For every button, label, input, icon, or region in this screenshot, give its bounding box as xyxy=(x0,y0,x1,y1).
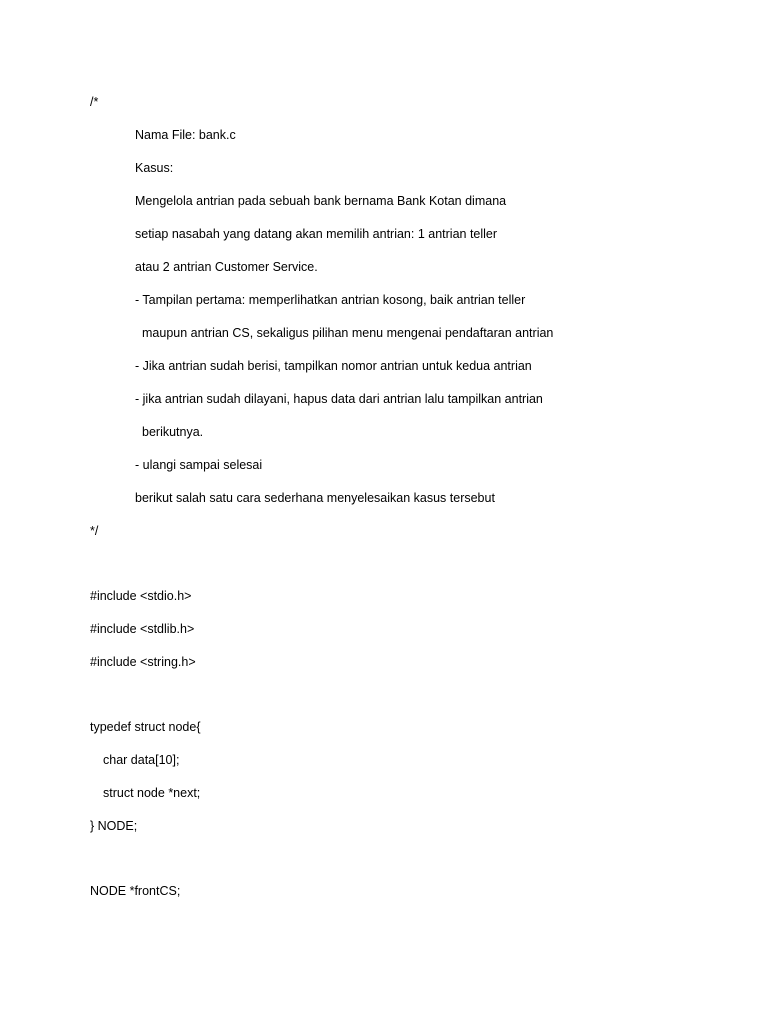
comment-bullet-continuation: maupun antrian CS, sekaligus pilihan menu mengenai pendaftaran antrian xyxy=(142,326,554,340)
struct-field: struct node *next; xyxy=(103,786,201,800)
include-directive: #include <stdio.h> xyxy=(90,589,192,603)
include-directive: #include <string.h> xyxy=(90,655,196,669)
struct-field: char data[10]; xyxy=(103,753,180,767)
comment-close: */ xyxy=(90,524,99,538)
comment-text-line: atau 2 antrian Customer Service. xyxy=(135,260,318,274)
comment-bullet: - Jika antrian sudah berisi, tampilkan nomor antrian untuk kedua antrian xyxy=(135,359,532,373)
comment-bullet: - jika antrian sudah dilayani, hapus data dari antrian lalu tampilkan antrian xyxy=(135,392,543,406)
comment-kasus-label: Kasus: xyxy=(135,161,174,175)
comment-bullet: - ulangi sampai selesai xyxy=(135,458,263,472)
include-directive: #include <stdlib.h> xyxy=(90,622,195,636)
comment-text-line: setiap nasabah yang datang akan memilih antrian: 1 antrian teller xyxy=(135,227,498,241)
comment-bullet-continuation: berikutnya. xyxy=(142,425,204,439)
typedef-struct-close: } NODE; xyxy=(90,819,138,833)
comment-bullet: - Tampilan pertama: memperlihatkan antrian kosong, baik antrian teller xyxy=(135,293,526,307)
comment-text-line: Mengelola antrian pada sebuah bank bernama Bank Kotan dimana xyxy=(135,194,507,208)
typedef-struct-open: typedef struct node{ xyxy=(90,720,201,734)
comment-open: /* xyxy=(90,95,99,109)
comment-filename: Nama File: bank.c xyxy=(135,128,236,142)
comment-text-line: berikut salah satu cara sederhana menyelesaikan kasus tersebut xyxy=(135,491,495,505)
global-declaration: NODE *frontCS; xyxy=(90,884,181,898)
